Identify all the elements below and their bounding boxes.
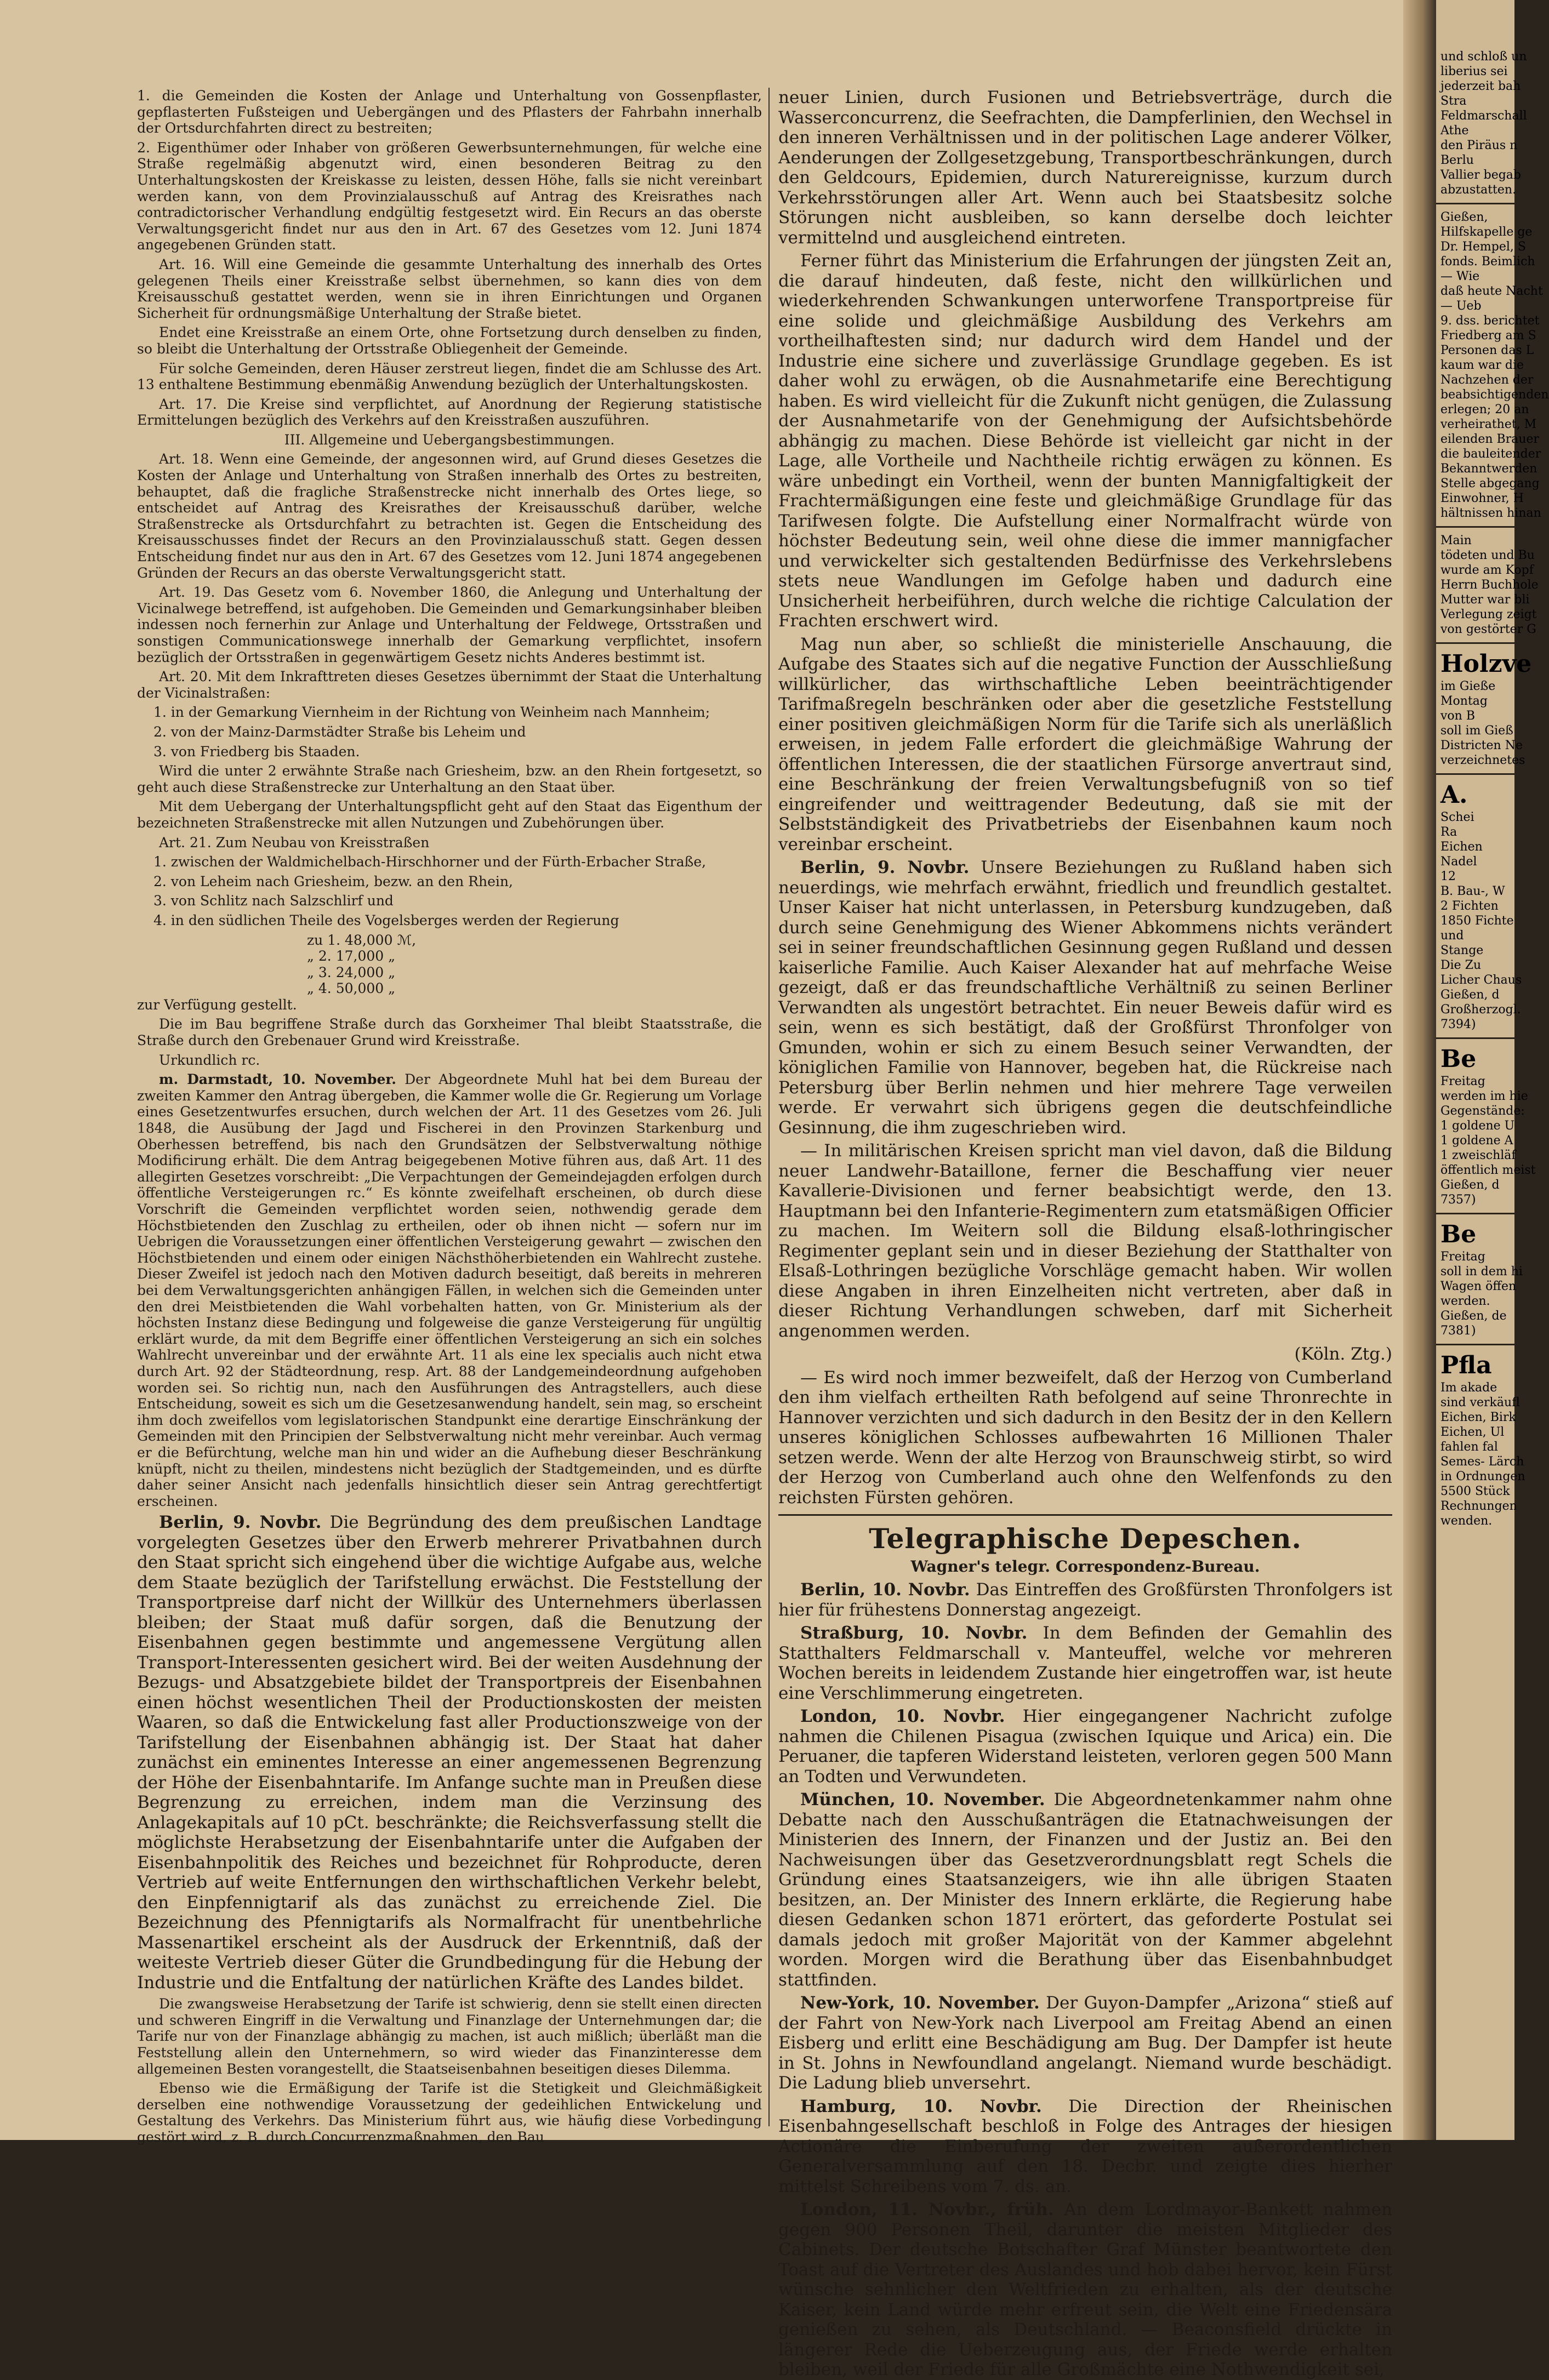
news-text: Der Abgeordnete Muhl hat bei dem Bureau der zweiten Kammer den Antrag übergeben, die Kammer wolle die Gr. Regierung um Vorlage eines Gesetzentwurfes ersuchen, durch welchen der Art. 11 des Gesetzes vom 26. Juli 1848, die Ausübung der Jagd und Fischerei in den Provinzen Starkenburg und Oberhessen betreffend, bis nach den Grundsätzen der Selbstverwaltung nöthige Modificirung erhält. Die dem Antrag beigegebenen Motive führen aus, daß Art. 11 des allegirten Gesetzes vorschreibt: „Die Verpachtungen der Gemeindejagden erfolgen durch öffentliche Versteigerungen rc.“ Es könnte zweifelhaft erscheinen, ob durch diese Vorschrift die Gemeinden verpflichtet worden seien, nothwendig gerade dem Höchstbietenden den Zuschlag zu ertheilen, oder ob ihnen nicht — sofern nur im Uebrigen die Voraussetzungen einer öffentlichen Versteigerung gewahrt — zwischen den Höchstbietenden und einem oder einigen Nächsthöherbietenden ein Wahlrecht zustehe. Dieser Zweifel ist jedoch nach den Motiven dadurch beseitigt, daß bereits in mehreren bei dem Verwaltungsgerichten anhängigen Fällen, in welchen sich die Gemeinden unter den drei Meistbietenden die Wahl vorbehalten hatten, von Gr. Ministerium als der höchsten Instanz diese Bedingung und folgeweise die ganze Versteigerung für ungültig erklärt wurde, da mit dem Begriffe einer öffentlichen Versteigerung an sich ein solches Wahlrecht unvereinbar und der erwähnte Art. 11 als eine lex specialis auch nicht etwa durch Art. 92 der Städteordnung, resp. Art. 88 der Landgemeindeordnung aufgehoben worden sei. So richtig nun, nach den Ausführungen des Antragstellers, auch diese Entscheidung, soweit es sich um die Gesetzesanwendung handelt, sein mag, so erscheint ihm doch zweifellos vom legislatorischen Standpunkt eine derartige Einschränkung der Gemeinden mit den Principien der Selbstverwaltung nicht mehr vereinbar. Auch vermag er die Befürchtung, welche man hin und wider an die Aufhebung dieser Beschränkung knüpft, nicht zu theilen, mindestens nicht bezüglich der Stadtgemeinden, und es dürfte daher seiner Ansicht nach jedenfalls hinsichtlich dieser sein Antrag gerechtfertigt erscheinen. <box>137 1071 762 1509</box>
strip-line: liberius sei <box>1440 65 1508 78</box>
news-text: Unsere Beziehungen zu Rußland haben sich neuerdings, wie mehrfach erwähnt, friedlich und freundlich gestaltet. Unser Kaiser hat nicht unterlassen, in Petersburg kundzugeben, daß durch seine Genehmigung des Wiener Abkommens nichts verändert sei in seiner freundschaftlichen Gesinnung gegen Rußland und dessen kaiserliche Familie. Auch Kaiser Alexander hat auf mehrfache Weise gezeigt, daß er das freundschaftliche Verhältniß zu seinen Berliner Verwandten als ungestört betrachtet. Ein neuer Beweis dafür wird es sein, wenn es sich bestätigt, daß der Großfürst Thronfolger von Gmunden, wohin er sich zu einem Besuch seiner Verwandten, der königlichen Familie von Hannover, begeben hat, die Rückreise nach Petersburg über Berlin nehmen und hier mehrere Tage verweilen werde. Er verwahrt sich übrigens gegen die deutschfeindliche Gesinnung, die ihm zugeschrieben wird. <box>778 858 1392 1138</box>
telegram-text: Das Eintreffen des Großfürsten Thronfolgers ist hier für frühestens Donnerstag angezeigt. <box>778 1580 1393 1620</box>
dateline: München, 10. November. <box>800 1790 1045 1810</box>
strip-line: im Gieße <box>1440 680 1496 693</box>
list-item: 1. zwischen der Waldmichelbach-Hirschhorner und der Fürth-Erbacher Straße, <box>153 854 707 870</box>
strip-line: wenden. <box>1440 1514 1493 1528</box>
dateline: New-York, 10. November. <box>800 1993 1040 2013</box>
telegram-item <box>778 1580 1392 1620</box>
strip-line: Dr. Hempel, S <box>1440 240 1526 254</box>
paragraph: — Es wird noch immer bezweifelt, daß der Herzog von Cumberland den ihm vielfach ertheilten Rath befolgend auf seine Thronrechte in Hannover verzichten und sich dadurch in den Besitz der in den Kellern unseres königlichen Schlosses aufbewahrten 16 Millionen Thaler setzen werde. Wenn der alte Herzog von Braunschweig stirbt, so wird der Herzog von Cumberland auch ohne den Welfenfonds zu den reichsten Fürsten gehören. <box>778 1367 1392 1508</box>
strip-line: Mutter war bli <box>1440 593 1530 607</box>
strip-line: Ra <box>1440 825 1457 839</box>
strip-line: und <box>1440 929 1464 943</box>
paragraph: neuer Linien, durch Fusionen und Betriebsverträge, durch die Wasserconcurrenz, die Seefrachten, die Dampferlinien, den Wechsel in den inneren Verhältnissen und in der politischen Lage anderer Völker, Aenderungen der Zollgesetzgebung, Transportbeschränkungen, durch den Geldcours, Epidemien, durch Naturereignisse, kurzum durch Verkehrsstörungen aller Art. Wenn auch bei Staatsbesitz solche Störungen nicht ausbleiben, so kann derselbe doch leichter vermittelnd und ausgleichend eintreten. <box>778 88 1392 248</box>
strip-line: 2 Fichten <box>1440 899 1499 913</box>
strip-line: den Piräus n <box>1440 139 1518 152</box>
strip-line: Gießen, d <box>1440 1178 1500 1192</box>
strip-line: Feldmarschall <box>1440 109 1527 123</box>
strip-line: Friedberg am S <box>1440 329 1536 343</box>
paragraph: Endet eine Kreisstraße an einem Orte, ohne Fortsetzung durch denselben zu finden, so bleibt die Unterhaltung der Ortsstraße Obliegenheit der Gemeinde. <box>137 324 762 357</box>
strip-line: verheirathet, M <box>1440 418 1537 431</box>
strip-line: 1 goldene U <box>1440 1119 1515 1133</box>
strip-line: sind verkäufl <box>1440 1396 1520 1409</box>
telegram-item <box>778 2097 1392 2197</box>
strip-line: Gegenstände: <box>1440 1104 1525 1118</box>
strip-line: Schei <box>1440 811 1474 824</box>
strip-line: Semes- Lärch <box>1440 1455 1524 1469</box>
strip-line: Stra <box>1440 94 1467 108</box>
strip-line: Nadel <box>1440 855 1477 869</box>
telegram-subheading: Wagner's telegr. Correspondenz-Bureau. <box>910 1557 1260 1576</box>
amount-line: zu 1. 48,000 ℳ, <box>307 932 417 948</box>
dateline: Berlin, 10. Novbr. <box>800 1580 970 1600</box>
strip-line: Eichen, Ul <box>1440 1425 1505 1439</box>
advertisement-title: Pfla <box>1440 1351 1492 1379</box>
adjacent-page-strip <box>1436 0 1549 2140</box>
strip-line: von gestörter G <box>1440 623 1536 636</box>
dateline: Berlin, 9. Novbr. <box>159 1513 322 1533</box>
separator <box>778 1514 1392 1516</box>
strip-line: Großherzogl. <box>1440 1003 1521 1017</box>
telegram-text: Die Direction der Rheinischen Eisenbahngesellschaft beschloß in Folge des Antrages der hiesigen Actionäre die Einberufung der zweiten außerordentlichen Generalversammlung auf den 18. Decbr. und zeigte dies hierher mittelst Schreibens vom 7. ds. an. <box>778 2096 1392 2196</box>
strip-line: Districten Ne <box>1440 739 1523 752</box>
dateline: London, 10. Novbr. <box>800 1706 1005 1726</box>
strip-line: 1 goldene A <box>1440 1134 1513 1148</box>
strip-line: Herrn Buchhole <box>1440 578 1539 592</box>
strip-line: eilenden Brauer <box>1440 432 1540 446</box>
strip-text-block <box>1436 49 1527 197</box>
strip-rule <box>1436 773 1514 775</box>
paragraph: Wird die unter 2 erwähnte Straße nach Griesheim, bzw. an den Rhein fortgesetzt, so geht auch diese Straßenstrecke zur Unterhaltung an den Staat über. <box>137 763 762 795</box>
list-item: 3. von Friedberg bis Staaden. <box>153 743 360 760</box>
strip-line: von B <box>1440 709 1476 723</box>
paragraph: Ebenso wie die Ermäßigung der Tarife ist die Stetigkeit und Gleichmäßigkeit derselben eine nothwendige Voraussetzung der gedeihlichen Entwickelung und Gestaltung des Verkehrs. Das Ministerium führt aus, wie häufig diese Vorbedingung gestört wird, z. B. durch Concurrenzmaßnahmen, den Bau <box>137 2080 762 2145</box>
list-item: 1. in der Gemarkung Viernheim in der Richtung von Weinheim nach Mannheim; <box>153 704 710 721</box>
news-item-berlin <box>778 858 1392 1138</box>
strip-rule <box>1436 526 1514 528</box>
telegram-text: In dem Befinden der Gemahlin des Statthalters Feldmarschall v. Manteuffel, welche vor mehreren Wochen bereits in leidendem Zustande hier eingetroffen war, ist heute eine Verschlimmerung eingetreten. <box>778 1623 1392 1703</box>
strip-text-block <box>1436 533 1539 637</box>
strip-line: 7381) <box>1440 1324 1476 1338</box>
list-item: 2. von der Mainz-Darmstädter Straße bis Leheim und <box>153 723 526 740</box>
strip-line: öffentlich meist <box>1440 1163 1536 1177</box>
advertisement <box>1436 810 1522 1032</box>
telegram-item <box>778 1623 1392 1703</box>
advertisement <box>1436 1074 1536 1207</box>
telegram-text: Hier eingegangener Nachricht zufolge nahmen die Chilenen Pisagua (zwischen Iquique und Arica) ein. Die Peruaner, die tapferen Widerstand leisteten, verloren gegen 500 Mann an Todten und Verwundeten. <box>778 1706 1392 1787</box>
strip-rule <box>1436 1344 1514 1345</box>
strip-line: Berlu <box>1440 153 1474 167</box>
strip-line: Im akade <box>1440 1381 1497 1395</box>
strip-line: 1850 Fichte <box>1440 914 1514 928</box>
paragraph: — In militärischen Kreisen spricht man viel davon, daß die Bildung neuer Landwehr-Bataillone, ferner die Beschaffung vier neuer Kavallerie-Divisionen und ferner beabsichtigt werde, den 13. Hauptmann bei den Infanterie-Regimentern zum etatsmäßigen Officier zu machen. Im Weitern soll die Bildung elsaß-lothringischer Regimenter geplant sein und in dieser Beziehung der Statthalter von Elsaß-Lothringen bezügliche Vorschläge gemacht haben. Wir wollen diese Angaben in ihren Einzelheiten nicht vertreten, aber daß in dieser Richtung Verhandlungen schweben, darf mit Sicherheit angenommen werden. <box>778 1141 1392 1341</box>
paragraph: Art. 21. Zum Neubau von Kreisstraßen <box>159 834 430 851</box>
strip-line: in Ordnungen <box>1440 1470 1525 1483</box>
strip-rule <box>1436 1037 1514 1039</box>
strip-line: Verlegung zeigt <box>1440 608 1537 621</box>
advertisement-title: Holzve <box>1440 650 1532 678</box>
strip-line: Athe <box>1440 124 1469 138</box>
strip-line: verzeichnetes <box>1440 754 1525 767</box>
telegram-item <box>778 2200 1392 2380</box>
strip-line: 7394) <box>1440 1018 1476 1031</box>
paragraph: Urkundlich rc. <box>159 1052 260 1068</box>
telegram-text: An dem Lordmayor-Bankett nahmen gegen 900 Personen Theil, darunter die meisten Mitglieder des Cabinets. Der deutsche Botschafter Graf Münster beantwortete den Toast auf die Vertreter des Auslandes und hob dabei hervor, kein Fürst wünsche sehnlicher den Weltfrieden zu erhalten, als der deutsche Kaiser, kein Land würde mehr erfreut sein, die Welt eine Friedensära genießen zu sehen, als Deutschland. — Beaconsfield drückte in längerer Rede die Ueberzeugung aus, der Friede werde erhalten bleiben, weil der Friede für alle Großmächte eine Nothwendigkeit sei, <box>778 2200 1392 2379</box>
list-item: 3. von Schlitz nach Salzschlirf und <box>153 893 394 909</box>
strip-line: — Wie <box>1440 270 1480 283</box>
strip-rule <box>1436 203 1514 204</box>
strip-line: daß heute Nacht <box>1440 284 1543 298</box>
strip-line: — Ueb <box>1440 299 1482 313</box>
amount-line: „ 2. 17,000 „ <box>307 948 396 964</box>
strip-line: Vallier begab <box>1440 168 1522 182</box>
strip-line: fahlen fal <box>1440 1440 1498 1454</box>
strip-line: werden im hie <box>1440 1089 1528 1103</box>
news-item-berlin <box>137 1513 762 1993</box>
dateline: Hamburg, 10. Novbr. <box>800 2096 1042 2116</box>
advertisement <box>1436 679 1525 768</box>
paragraph: Ferner führt das Ministerium die Erfahrungen der jüngsten Zeit an, die darauf hindeuten, daß feste, nicht den willkürlichen und wiederkehrenden Schwankungen unterworfene Transportpreise für eine solide und gleichmäßige Ausbildung des Verkehrs am vortheilhaftesten sind; nur dadurch wird dem Handel und der Industrie eine sichere und zuverlässige Grundlage gegeben. Es ist daher wohl zu erwägen, ob die Ausnahmetarife eine Berechtigung haben. Es wird vielleicht für die Zukunft nicht genügen, die Zulassung der Ausnahmetarife von der Genehmigung der Aufsichtsbehörde abhängig zu machen. Diese Behörde ist vielleicht gar nicht in der Lage, alle Vortheile und Nachtheile richtig erwägen zu können. Es wäre unbedingt ein Vortheil, wenn der bunten Mannigfaltigkeit der Frachtermäßigungen eine feste und gleichmäßige Grundlage für das Tarifwesen folgte. Die Aufstellung einer Normalfracht würde von höchster Bedeutung sein, weil ohne diese die immer mannigfacher und verwickelter sich gestaltenden Bedürfnisse des Verkehrslebens stets neue Wandlungen im Gefolge haben und dadurch eine Unsicherheit herbeiführen, durch welche die richtige Calculation der Frachten erschwert wird. <box>778 251 1392 631</box>
strip-line: Eichen <box>1440 840 1483 854</box>
strip-line: Wagen öffen <box>1440 1280 1517 1293</box>
paragraph: 2. Eigenthümer oder Inhaber von größeren Gewerbsunternehmungen, für welche eine Straße regelmäßig abgenutzt wird, einen besonderen Beitrag zu den Unterhaltungskosten der Kreiskasse zu leisten, dessen Höhe, falls sie nicht vereinbart werden kann, von dem Provinzialausschuß auf Antrag des Kreisrathes nach contradictorischer Verhandlung endgültig festgesetzt wird. Ein Recurs an das oberste Verwaltungsgericht findet nur aus den in Art. 67 des Gesetzes vom 12. Juni 1874 angegebenen Gründen statt. <box>137 139 762 253</box>
strip-line: kaum war die <box>1440 358 1524 372</box>
paragraph: 1. die Gemeinden die Kosten der Anlage und Unterhaltung von Gossenpflaster, gepflasterten Fußsteigen und Uebergängen und des Pflasters der Fahrbahn innerhalb der Ortsdurchfahrten direct zu bestreiten; <box>137 88 762 136</box>
strip-line: Freitag <box>1440 1075 1485 1088</box>
paragraph: Art. 19. Das Gesetz vom 6. November 1860, die Anlegung und Unterhaltung der Vicinalwege betreffend, ist aufgehoben. Die Gemeinden und Gemarkungsinhaber bleiben indessen noch fernerhin zur Anlage und Unterhaltung der Feldwege, Ortsstraßen und sonstigen Communicationswege innerhalb der Gemarkung verpflichtet, insofern bezüglich der Ortsstraßen in gegenwärtigem Gesetz nichts Anderes bestimmt ist. <box>137 584 762 665</box>
dateline: Straßburg, 10. Novbr. <box>800 1623 1028 1643</box>
strip-line: Montag <box>1440 694 1488 708</box>
section-heading: III. Allgemeine und Uebergangsbestimmungen. <box>284 431 615 448</box>
strip-line: 12 <box>1440 870 1456 883</box>
dateline: m. Darmstadt, 10. November. <box>159 1071 396 1088</box>
strip-line: Bekanntwerden <box>1440 462 1537 476</box>
strip-line: Gießen, de <box>1440 1309 1507 1323</box>
strip-line: 9. dss. berichtet <box>1440 314 1540 328</box>
strip-line: tödeten und Bu <box>1440 549 1535 562</box>
paragraph: Die im Bau begriffene Straße durch das Gorxheimer Thal bleibt Staatsstraße, die Straße durch den Grebenauer Grund wird Kreisstraße. <box>137 1016 762 1049</box>
strip-line: Stange <box>1440 944 1484 957</box>
strip-line: werden. <box>1440 1294 1490 1308</box>
paragraph: Art. 20. Mit dem Inkrafttreten dieses Gesetzes übernimmt der Staat die Unterhaltung der Vicinalstraßen: <box>137 669 762 701</box>
right-column <box>778 88 1393 2379</box>
paragraph: Mit dem Uebergang der Unterhaltungspflicht geht auf den Staat das Eigenthum der bezeichneten Straßenstrecke mit allen Nutzungen und Zubehörungen über. <box>137 798 762 831</box>
list-item: 4. in den südlichen Theile des Vogelsberges werden der Regierung <box>153 912 619 928</box>
strip-line: Stelle abgegang <box>1440 477 1540 490</box>
advertisement <box>1436 1249 1523 1338</box>
strip-line: 7357) <box>1440 1193 1476 1207</box>
strip-text-block <box>1436 210 1549 521</box>
strip-line: und schloß un <box>1440 50 1527 64</box>
dateline: Berlin, 9. Novbr. <box>800 858 970 877</box>
strip-line: Gießen, <box>1440 210 1488 224</box>
strip-line: erlegen; 20 an <box>1440 403 1529 416</box>
telegram-heading: Telegraphische Depeschen. <box>869 1522 1302 1555</box>
news-item-darmstadt <box>137 1071 762 1509</box>
strip-line: Personen das L <box>1440 344 1534 357</box>
paragraph: Für solche Gemeinden, deren Häuser zerstreut liegen, findet die am Schlusse des Art. 13 enthaltene Bestimmung ebenmäßig Anwendung bezüglich der Unterhaltungskosten. <box>137 360 762 393</box>
strip-line: 1 zweischläf <box>1440 1149 1516 1162</box>
advertisement-title: Be <box>1440 1045 1477 1073</box>
strip-line: 5500 Stück <box>1440 1485 1510 1498</box>
strip-line: Freitag <box>1440 1250 1485 1264</box>
paragraph: Art. 16. Will eine Gemeinde die gesammte Unterhaltung des innerhalb des Ortes gelegenen Theils einer Kreisstraße selbst übernehmen, so kann dies von dem Kreisausschuß gestattet werden, wenn sie in ihren Einrichtungen und Organen Sicherheit für ordnungsmäßige Unterhaltung der Straße bietet. <box>137 256 762 321</box>
strip-rule <box>1436 1213 1514 1214</box>
strip-line: wurde am Kopf <box>1440 563 1534 577</box>
strip-line: Die Zu <box>1440 958 1482 972</box>
strip-line: Hilfskapelle ge <box>1440 225 1533 239</box>
advertisement <box>1436 1380 1525 1528</box>
advertisement-title: Be <box>1440 1220 1477 1248</box>
column-rule <box>768 88 770 2126</box>
dateline: London, 11. Novbr., früh. <box>800 2200 1054 2219</box>
source-credit: (Köln. Ztg.) <box>1294 1344 1392 1364</box>
amount-line: „ 4. 50,000 „ <box>307 980 396 997</box>
strip-line: hältnissen hinan <box>1440 506 1541 520</box>
strip-line: B. Bau-, W <box>1440 884 1505 898</box>
strip-line: abzustatten. <box>1440 183 1517 197</box>
telegram-text: Die Abgeordnetenkammer nahm ohne Debatte nach den Ausschußanträgen die Etatnachweisungen der Ministerien des Innern, der Finanzen und der Justiz an. Bei den Nachweisungen über das Gesetzverordnungsblatt regt Schels die Gründung eines Staatsanzeigers, wie ihn alle übrigen Staaten besitzen, an. Der Minister des Innern erklärte, die Regierung habe diesen Gedanken schon 1871 erörtert, das geforderte Postulat sei damals jedoch mit großer Majorität von der Kammer abgelehnt worden. Morgen wird die Berathung über das Eisenbahnbudget stattfinden. <box>778 1790 1392 1990</box>
amount-line: „ 3. 24,000 „ <box>307 964 396 980</box>
strip-line: Eichen, Birk <box>1440 1411 1516 1424</box>
telegram-item <box>778 1790 1392 1990</box>
strip-line: Rechnungen <box>1440 1499 1517 1513</box>
strip-line: beabsichtigenden <box>1440 388 1549 402</box>
strip-line: soll in dem hi <box>1440 1265 1523 1279</box>
strip-line: jederzeit bah <box>1440 79 1521 93</box>
telegram-item <box>778 1706 1392 1787</box>
strip-rule <box>1436 642 1514 644</box>
paragraph: Die zwangsweise Herabsetzung der Tarife ist schwierig, denn sie stellt einen directen und schweren Eingriff in die Verwaltung und Finanzlage der Unternehmungen dar; die Tarife nur von der Finanzlage abhängig zu machen, ist auch mißlich; überläßt man die Feststellung allein den Unternehmern, so wird wieder das Finanzinteresse dem allgemeinen Besten vorangestellt, die Staatseisenbahnen beseitigen dieses Dilemma. <box>137 1996 762 2077</box>
strip-line: Licher Chaus <box>1440 973 1522 987</box>
binding-gutter <box>1403 0 1436 2140</box>
strip-line: fonds. Beimlich <box>1440 255 1535 269</box>
strip-line: Einwohner, H <box>1440 492 1524 505</box>
left-column <box>137 88 762 2145</box>
paragraph: zur Verfügung gestellt. <box>137 996 297 1013</box>
telegram-item <box>778 1993 1392 2093</box>
advertisement-title: A. <box>1440 781 1468 809</box>
news-text: Die Begründung des dem preußischen Landtage vorgelegten Gesetzes über den Erwerb mehrerer Privatbahnen durch den Staat spricht sich eingehend über die wichtige Aufgabe aus, welche dem Staate bezüglich der Tarifstellung erwächst. Die Feststellung der Transportpreise darf nicht der Willkür des Unternehmers überlassen bleiben; der Staat muß dafür sorgen, daß die Benutzung der Eisenbahnen gegen bestimmte und angemessene Vergütung allen Transport-Interessenten gesichert wird. Bei der weiten Ausdehnung der Bezugs- und Absatzgebiete bildet der Transportpreis der Eisenbahnen einen höchst wesentlichen Theil der Productionskosten der meisten Waaren, so daß die Entwickelung fast aller Productionszweige von der Tarifstellung der Eisenbahnen abhängig ist. Der Staat hat daher zunächst ein eminentes Interesse an einer angemessenen Begrenzung der Höhe der Eisenbahntarife. Im Anfange suchte man in Preußen diese Begrenzung zu erreichen, indem man die Verzinsung des Anlagekapitals auf 10 pCt. beschränkte; die Reichsverfassung stellt die möglichste Herabsetzung der Eisenbahntarife unter die Aufgaben der Eisenbahnpolitik des Reiches und bezeichnet für Rohproducte, deren Vertrieb auf weite Entfernungen den wirthschaftlichen Verkehr belebt, den Einpfennigtarif als das zunächst zu erreichende Ziel. Die Bezeichnung des Pfennigtarifs als Normalfracht für unentbehrliche Massenartikel erscheint als der Ausdruck der Erkenntniß, daß der weiteste Vertrieb dieser Güter die Grundbedingung für die Hebung der Industrie und die Entfaltung der natürlichen Kräfte des Landes bildet. <box>137 1513 762 1993</box>
strip-line: Gießen, d <box>1440 988 1500 1002</box>
strip-line: soll im Gieß <box>1440 724 1513 738</box>
paragraph: Art. 17. Die Kreise sind verpflichtet, auf Anordnung der Regierung statistische Ermittelungen bezüglich des Verkehrs auf den Kreisstraßen auszuführen. <box>137 396 762 429</box>
strip-line: die bauleitender <box>1440 447 1541 461</box>
telegram-text: Der Guyon-Dampfer „Arizona“ stieß auf der Fahrt von New-York nach Liverpool am Freitag Abend an einen Eisberg und erlitt eine Beschädigung am Bug. Der Dampfer ist heute in St. Johns in Newfoundland angelangt. Niemand wurde beschädigt. Die Ladung blieb unversehrt. <box>778 1993 1392 2093</box>
list-item: 2. von Leheim nach Griesheim, bezw. an den Rhein, <box>153 873 513 889</box>
paragraph: Art. 18. Wenn eine Gemeinde, der angesonnen wird, auf Grund dieses Gesetzes die Kosten der Anlage und Unterhaltung von Straßen innerhalb des Ortes zu bestreiten, behauptet, daß die fragliche Straßenstrecke nicht innerhalb des Ortes liege, so entscheidet auf Antrag des Kreisrathes der Kreisausschuß darüber, welche Straßenstrecke als Ortsdurchfahrt zu betrachten ist. Gegen die Entscheidung des Kreisausschusses findet der Recurs an den Provinzialausschuß statt. Gegen dessen Entscheidung findet nur aus den in Art. 67 des Gesetzes vom 12. Juni 1874 angegebenen Gründen der Recurs an das oberste Verwaltungsgericht statt. <box>137 451 762 581</box>
strip-line: Main <box>1440 534 1472 547</box>
paragraph: Mag nun aber, so schließt die ministerielle Anschauung, die Aufgabe des Staates sich auf die negative Function der Ausschließung willkürlicher, das wirthschaftliche Leben beeinträchtigender Tarifmaßregeln beschränken oder aber die gesetzliche Feststellung einer positiven gleichmäßigen Norm für die Tarife sich als unerläßlich erweisen, in jedem Falle erfordert die gleichmäßige Wahrung der öffentlichen Interessen, die der staatlichen Fürsorge anvertraut sind, eine Beschränkung der freien Verwaltungsbefugniß von so tief eingreifender und weittragender Bedeutung, daß sie mit der Selbstständigkeit des Privatbetriebs der Eisenbahnen kaum noch vereinbar erscheint. <box>778 634 1392 854</box>
strip-line: Nachzehen der <box>1440 373 1534 387</box>
